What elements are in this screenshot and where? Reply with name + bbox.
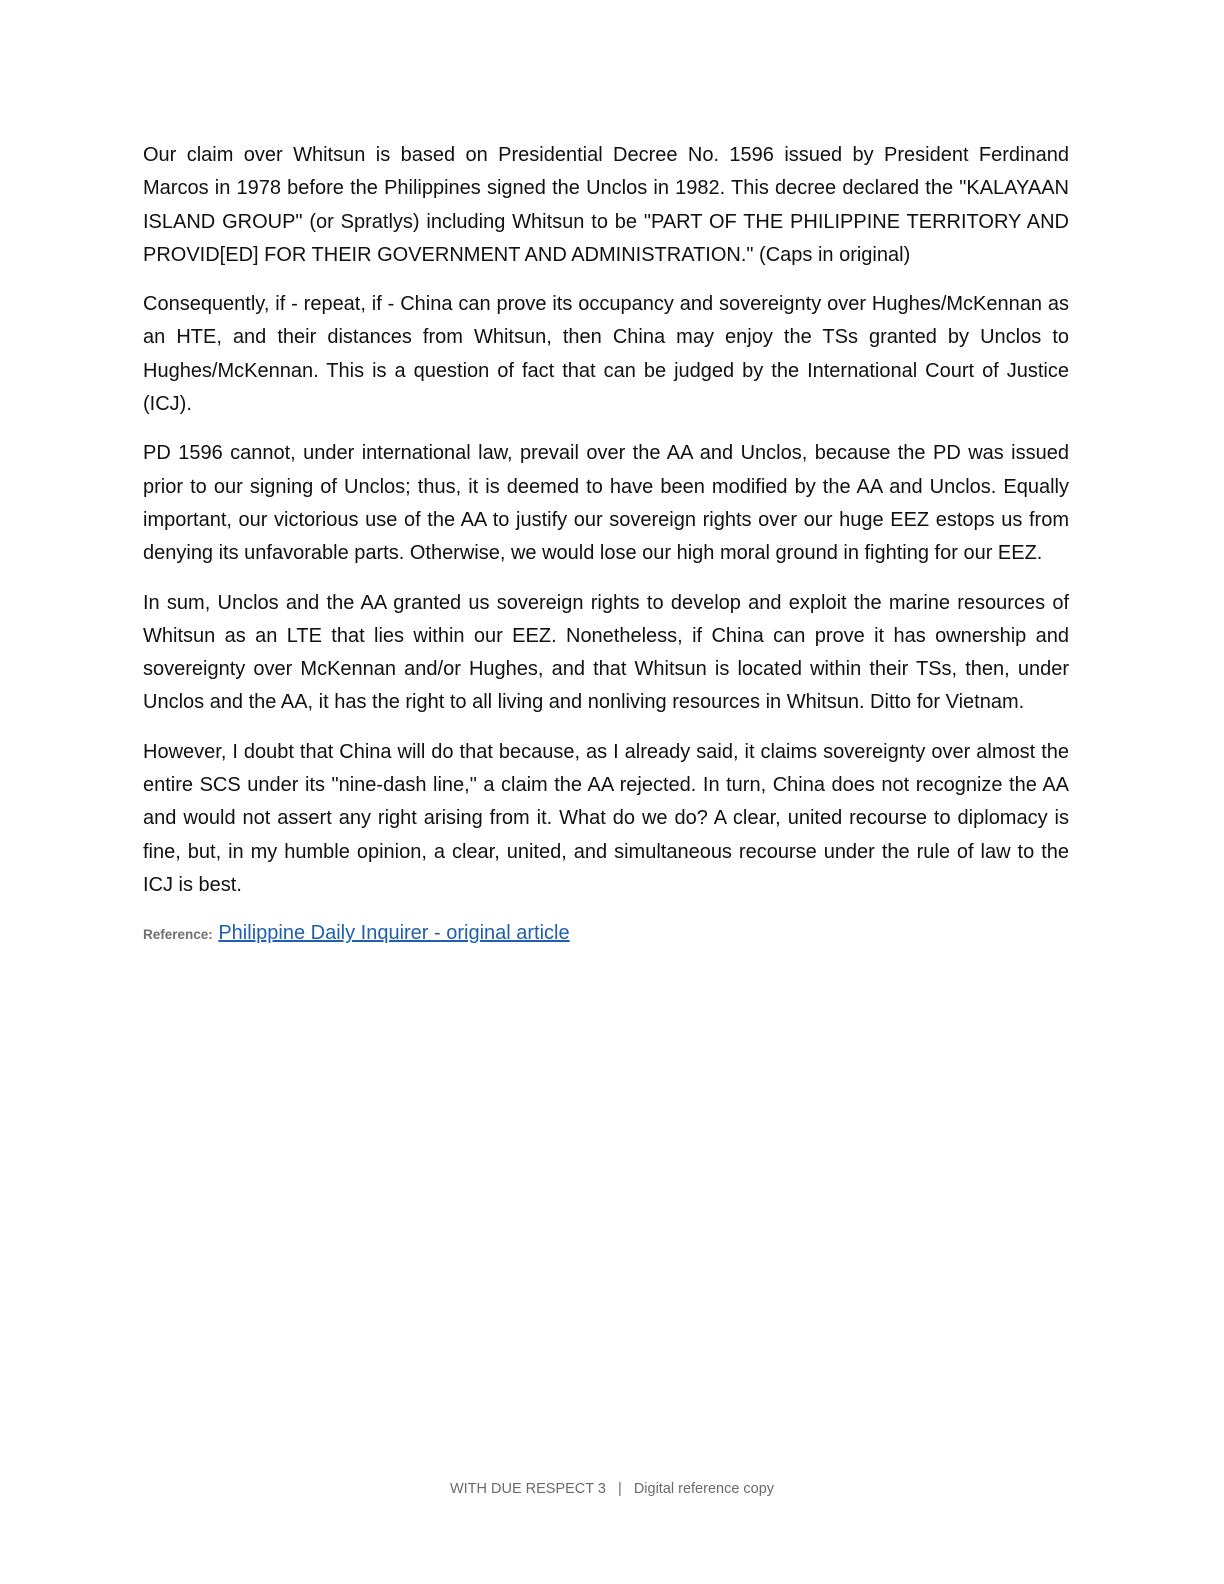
reference-link[interactable]: Philippine Daily Inquirer - original article [218,922,570,945]
paragraph-1: Our claim over Whitsun is based on Presidential Decree No. 1596 issued by President Ferdinand Marcos in 1978 before the Philippines signed the Unclos in 1982. This decree declared the "KALAYAAN ISLAND GROUP" (or Spratlys) including Whitsun to be "PART OF THE PHILIPPINE TERRITORY AND PROVID[ED] FOR THEIR GOVERNMENT AND ADMINISTRATION." (Caps in original) [143,144,1069,266]
footer-note: Digital reference copy [633,1481,775,1497]
article-body [143,139,1069,950]
paragraph-3: PD 1596 cannot, under international law, prevail over the AA and Unclos, because the PD was issued prior to our signing of Unclos; thus, it is deemed to have been modified by the AA and Unclos. Equally important, our victorious use of the AA to justify our sovereign rights over our huge EEZ estops us from denying its unfavorable parts. Otherwise, we would lose our high moral ground in fighting for our EEZ. [143,442,1069,565]
reference-label: Reference: [143,927,213,943]
footer-separator: | [618,1481,622,1497]
reference-line [143,918,1069,950]
paragraph-4: In sum, Unclos and the AA granted us sovereign rights to develop and exploit the marine resources of Whitsun as an LTE that lies within our EEZ. Nonetheless, if China can prove it has ownership and sovereignty over McKennan and/or Hughes, and that Whitsun is located within their TSs, then, under Unclos and the AA, it has the right to all living and nonliving resources in Whitsun. Ditto for Vietnam. [143,591,1069,714]
footer-title: WITH DUE RESPECT 3 [449,1481,606,1497]
page-footer [0,1478,1224,1500]
paragraph-2: Consequently, if - repeat, if - China can prove its occupancy and sovereignty over Hughes/McKennan as an HTE, and their distances from Whitsun, then China may enjoy the TSs granted by Unclos to Hughes/McKennan. This is a question of fact that can be judged by the International Court of Justice (ICJ). [143,293,1069,416]
paragraph-5: However, I doubt that China will do that because, as I already said, it claims sovereignty over almost the entire SCS under its "nine-dash line," a claim the AA rejected. In turn, China does not recognize the AA and would not assert any right arising from it. What do we do? A clear, united recourse to diplomacy is fine, but, in my humble opinion, a clear, united, and simultaneous recourse under the rule of law to the ICJ is best. [143,740,1069,896]
